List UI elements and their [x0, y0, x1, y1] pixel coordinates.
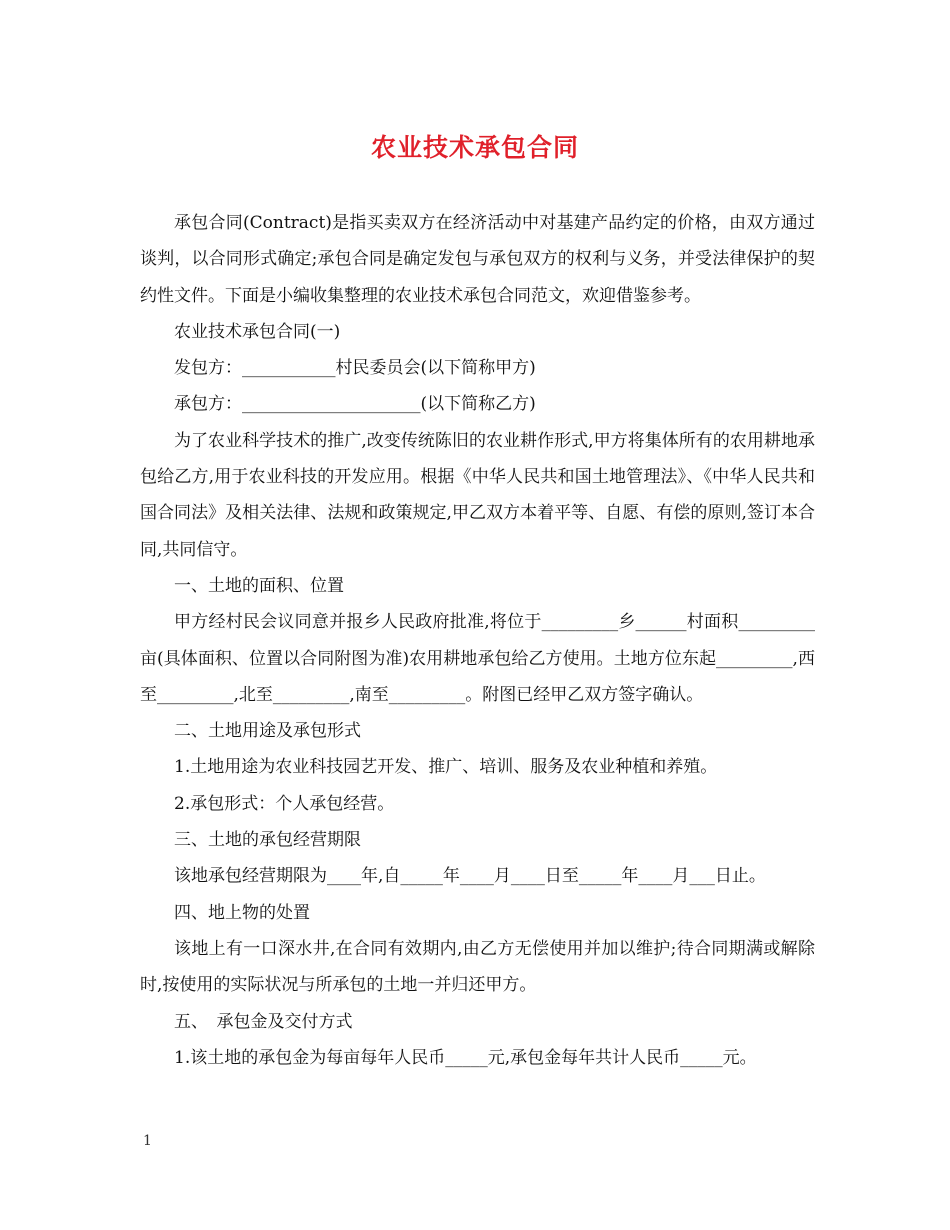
- section-4-paragraph: 该地上有一口深水井,在合同有效期内,由乙方无偿使用并加以维护;待合同期满或解除时,按使用的实际状况与所承包的土地一并归还甲方。: [140, 938, 815, 996]
- section-heading-4: 四、地上物的处置: [174, 902, 310, 923]
- section-5-item-1: 1.该土地的承包金为每亩每年人民币_____元,承包金每年共计人民币_____元。: [174, 1047, 757, 1068]
- section-2-item-2: 2.承包形式：个人承包经营。: [174, 793, 395, 814]
- section-heading-1: 一、土地的面积、位置: [174, 575, 344, 596]
- section-heading-2: 二、土地用途及承包形式: [174, 721, 361, 742]
- intro-paragraph: 承包合同(Contract)是指买卖双方在经济活动中对基建产品约定的价格，由双方通过谈判，以合同形式确定;承包合同是确定发包与承包双方的权利与义务，并受法律保护的契约性文件。下面是小编收集整理的农业技术承包合同范文，欢迎借鉴参考。: [140, 213, 815, 306]
- party-a-line: 发包方：___________村民委员会(以下简称甲方): [174, 358, 536, 379]
- section-heading-5: 五、 承包金及交付方式: [174, 1011, 353, 1032]
- contract-subtitle: 农业技术承包合同(一): [174, 321, 341, 342]
- document-title: 农业技术承包合同: [370, 133, 579, 162]
- page-number: 1: [143, 1133, 152, 1149]
- section-heading-3: 三、土地的承包经营期限: [174, 830, 361, 851]
- preamble-paragraph: 为了农业科学技术的推广,改变传统陈旧的农业耕作形式,甲方将集体所有的农用耕地承包给乙方,用于农业科技的开发应用。根据《中华人民共和国土地管理法》、《中华人民共和国合同法》及相关法律、法规和政策规定,甲乙双方本着平等、自愿、有偿的原则,签订本合同,共同信守。: [140, 430, 815, 560]
- section-2-item-1: 1.土地用途为农业科技园艺开发、推广、培训、服务及农业种植和养殖。: [174, 757, 718, 778]
- document-body: [140, 205, 815, 1076]
- section-1-paragraph: 甲方经村民会议同意并报乡人民政府批准,将位于_________乡______村面积_________亩(具体面积、位置以合同附图为准)农用耕地承包给乙方使用。土地方位东起_________,西至_________,北至_________,南至_________。附图已经甲乙双方签字确认。: [140, 612, 815, 705]
- section-3-paragraph: 该地承包经营期限为____年,自_____年____月____日至_____年____月___日止。: [174, 866, 766, 887]
- party-b-line: 承包方：_____________________(以下简称乙方): [174, 394, 536, 415]
